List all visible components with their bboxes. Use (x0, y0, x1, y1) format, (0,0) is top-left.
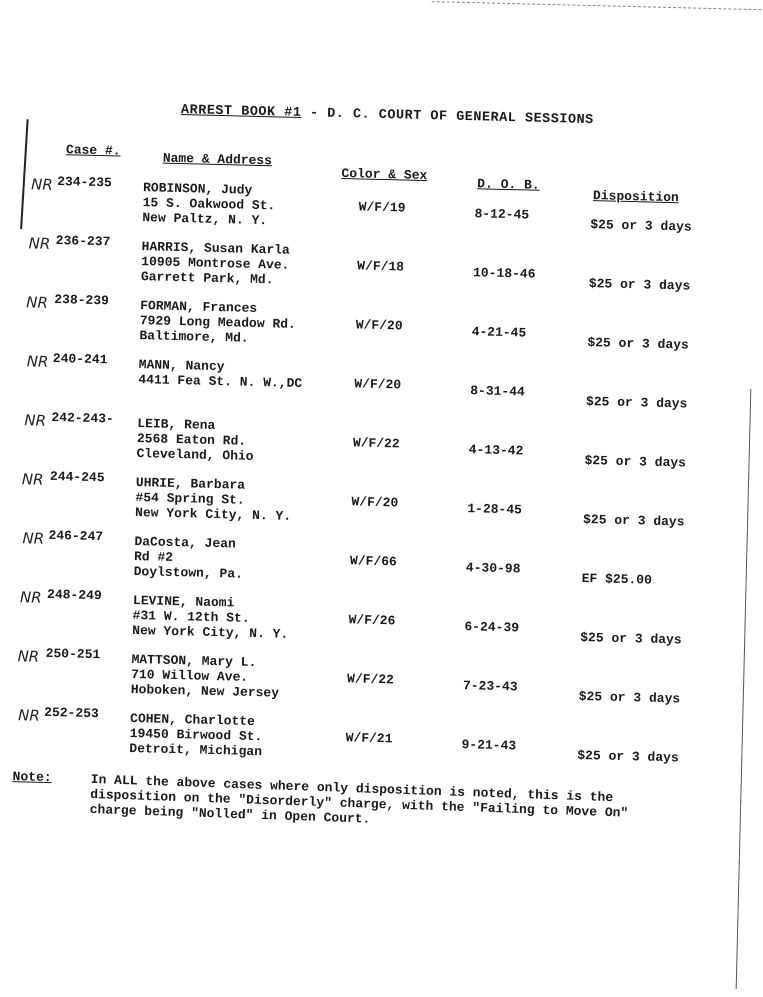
color-sex: W/F/21 (345, 730, 393, 747)
person-name: ROBINSON, Judy (142, 180, 253, 198)
color-sex: W/F/20 (354, 376, 402, 393)
person-name: COHEN, Charlotte (129, 710, 256, 730)
header-name-address: Name & Address (162, 150, 273, 169)
header-color-sex: Color & Sex (341, 165, 428, 184)
address-line: Rd #2 (133, 549, 174, 565)
address-line: #54 Spring St. (135, 490, 245, 508)
case-number: 246-247 (48, 527, 104, 545)
color-sex: W/F/20 (355, 317, 403, 334)
date-of-birth: 8-31-44 (470, 383, 525, 400)
name-address (142, 180, 276, 228)
note-text: In ALL the above cases where only disposition is noted, this is the disposition on the "Disorderly" charge, with the "Failing to Move On" charge being "Nolled" in Open Court. (89, 771, 629, 827)
address-line: 2568 Eaton Rd. (136, 431, 247, 449)
color-sex: W/F/19 (358, 199, 406, 216)
header-dob: D. O. B. (477, 176, 540, 193)
person-name: LEVINE, Naomi (132, 593, 235, 611)
person-name: MATTSON, Mary L. (131, 651, 257, 671)
address-line: Doylstown, Pa. (133, 564, 244, 582)
case-number: 238-239 (54, 291, 110, 309)
title-court: - D. C. COURT OF GENERAL SESSIONS (301, 105, 594, 129)
disposition: $25 or 3 days (587, 335, 689, 353)
header-disposition: Disposition (592, 188, 679, 206)
name-address (136, 416, 254, 464)
nr-handwritten-mark: NR (24, 411, 47, 430)
scan-edge-dots (432, 1, 763, 12)
address-line: Cleveland, Ohio (136, 446, 254, 464)
address-line: #31 W. 12th St. (132, 607, 250, 626)
date-of-birth: 7-23-43 (462, 678, 518, 695)
color-sex: W/F/66 (349, 553, 397, 570)
disposition: $25 or 3 days (577, 747, 679, 766)
color-sex: W/F/22 (346, 671, 395, 688)
name-address (132, 593, 289, 642)
disposition: $25 or 3 days (582, 511, 685, 530)
person-name: HARRIS, Susan Karla (141, 239, 291, 258)
color-sex: W/F/18 (357, 258, 405, 275)
case-number: 248-249 (46, 586, 102, 604)
person-name: UHRIE, Barbara (135, 475, 246, 493)
nr-handwritten-mark: NR (17, 647, 40, 666)
header-case: Case #. (65, 142, 121, 159)
address-line: 10905 Montrose Ave. (141, 254, 290, 273)
name-address (138, 357, 303, 406)
case-number: 244-245 (49, 468, 105, 486)
address-line: New York City, N. Y. (134, 505, 292, 524)
date-of-birth: 4-13-42 (468, 442, 524, 459)
nr-handwritten-mark: NR (21, 470, 44, 489)
disposition: $25 or 3 days (584, 452, 687, 471)
name-address (129, 711, 263, 759)
case-number: 236-237 (55, 233, 111, 250)
address-line: 4411 Fea St. N. W.,DC (138, 372, 303, 392)
date-of-birth: 10-18-46 (472, 265, 536, 282)
disposition: $25 or 3 days (585, 394, 688, 412)
person-name: MANN, Nancy (138, 357, 225, 375)
case-number: 234-235 (57, 174, 112, 191)
color-sex: W/F/22 (352, 435, 400, 452)
name-address (131, 652, 280, 701)
address-line: 7929 Long Meadow Rd. (139, 313, 296, 332)
note-label: Note: (12, 769, 52, 786)
case-number: 250-251 (45, 645, 101, 663)
date-of-birth: 4-30-98 (465, 560, 521, 577)
name-address (139, 298, 296, 347)
color-sex: W/F/26 (348, 612, 396, 629)
disposition: EF $25.00 (581, 570, 653, 588)
address-line: New Paltz, N. Y. (142, 210, 268, 229)
title-book: ARREST BOOK #1 (180, 103, 302, 121)
disposition: $25 or 3 days (578, 688, 681, 707)
address-line: New York City, N. Y. (132, 622, 289, 642)
nr-handwritten-mark: NR (30, 175, 53, 194)
address-line: Hoboken, New Jersey (130, 681, 280, 701)
case-number: 242-243- (51, 409, 115, 427)
disposition: $25 or 3 days (590, 217, 692, 235)
name-address (134, 534, 244, 582)
page-title (181, 103, 594, 128)
address-line: Garrett Park, Md. (140, 269, 274, 288)
case-number: 240-241 (52, 350, 108, 368)
date-of-birth: 4-21-45 (471, 324, 527, 341)
address-line: Baltimore, Md. (139, 328, 249, 346)
nr-handwritten-mark: NR (22, 529, 45, 548)
case-number: 252-253 (44, 704, 99, 722)
nr-handwritten-mark: NR (17, 706, 41, 725)
person-name: FORMAN, Frances (140, 298, 258, 316)
nr-handwritten-mark: NR (19, 588, 42, 607)
address-line: 710 Willow Ave. (130, 666, 249, 685)
date-of-birth: 9-21-43 (461, 737, 517, 754)
address-line: Detroit, Michigan (129, 740, 263, 760)
address-line: 15 S. Oakwood St. (142, 195, 276, 214)
address-line: 19450 Birwood St. (129, 725, 263, 745)
name-address (135, 475, 292, 524)
color-sex: W/F/20 (351, 494, 399, 511)
nr-handwritten-mark: NR (26, 352, 49, 371)
date-of-birth: 8-12-45 (474, 206, 530, 223)
nr-handwritten-mark: NR (26, 293, 49, 312)
date-of-birth: 1-28-45 (467, 501, 523, 518)
person-name: DaCosta, Jean (134, 534, 236, 552)
disposition: $25 or 3 days (580, 629, 682, 648)
name-address (141, 239, 290, 288)
date-of-birth: 6-24-39 (464, 619, 520, 636)
nr-handwritten-mark: NR (28, 234, 51, 253)
disposition: $25 or 3 days (588, 276, 691, 294)
person-name: LEIB, Rena (137, 416, 216, 433)
